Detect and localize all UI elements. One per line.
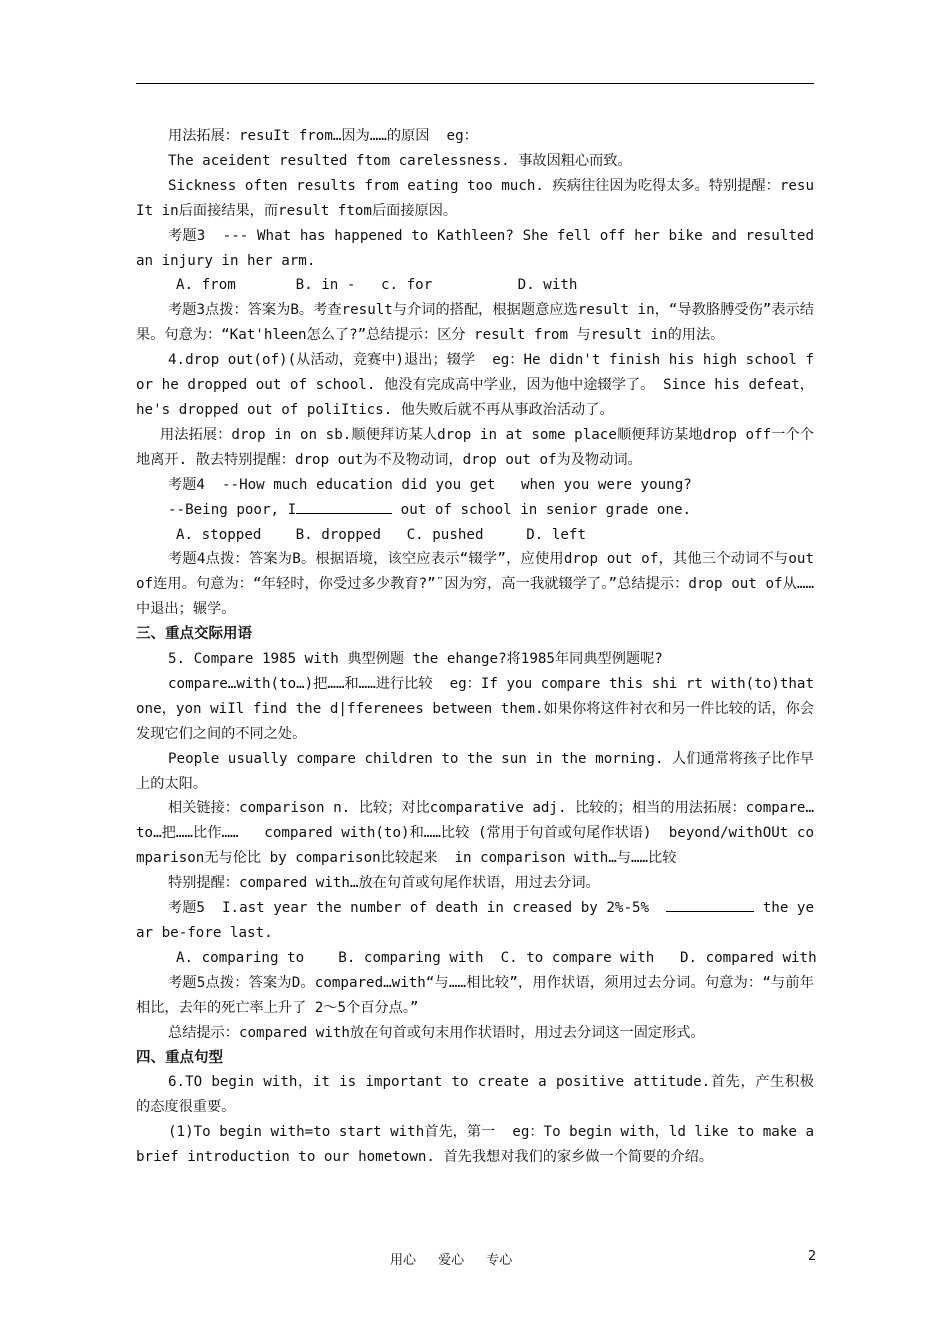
header-rule <box>136 83 814 84</box>
question-3: 考题3 --- What has happened to Kathleen? She fell off her bike and resulted an injury in her arm. <box>136 227 823 269</box>
question-5 <box>136 896 814 946</box>
question-4-blank <box>296 499 392 514</box>
question-3-explanation: 考题3点拨：答案为B。考查result与介词的搭配，根据题意应选result in，“导教胳膊受伤”表示结果。句意为：“Kat'hleen怎么了?”总结提示：区分 result from 与result in的用法。 <box>136 302 814 344</box>
paragraph-compare-children: People usually compare children to the sun in the morning. 人们通常将孩子比作早上的太阳。 <box>136 750 814 792</box>
item-5-title: 5. Compare 1985 with 典型例题 the ehange?将1985年同典型例题呢? <box>168 651 663 668</box>
question-5-start: 考题5 I.ast year the number of death in creased by 2%-5% <box>168 900 667 917</box>
paragraph-to-begin-with: (1)To begin with=to start with首先，第一 eg：To begin with，ld like to make a brief introduction to our hometown. 首先我想对我们的家乡做一个简要的介绍。 <box>136 1124 823 1166</box>
page-number: 2 <box>808 1249 817 1264</box>
question-4-answer-line <box>136 498 814 523</box>
question-5-end: the year be-fore last. <box>136 900 814 941</box>
question-4-line-end: out of school in senior grade one. <box>392 501 692 518</box>
paragraph-special-note: 特别提醒：compared with…放在句首或句尾作状语，用过去分词。 <box>168 875 600 892</box>
paragraph-example-sickness: Sickness often results from eating too much. 疾病往往因为吃得太多。特别提醒：resuIt in后面接结果，而result ftom后面接原因。 <box>136 177 814 219</box>
section-heading-4: 四、重点句型 <box>136 1049 223 1066</box>
footer-motto: 用心 爱心 专心 <box>390 1253 513 1268</box>
page-footer <box>0 1249 950 1269</box>
paragraph-summary: 总结提示：compared with放在句首或句末用作状语时，用过去分词这一固定形式。 <box>168 1024 705 1041</box>
question-5-options: A. comparing to B. comparing with C. to compare with D. compared with <box>176 949 817 966</box>
question-5-explanation: 考题5点拨：答案为D。compared…with“与……相比较”，用作状语，须用过去分词。句意为：“与前年相比，去年的死亡率上升了 2～5个百分点。” <box>136 974 814 1016</box>
paragraph-related-links: 相关链接：comparison n. 比较；对比comparative adj. 比较的；相当的用法拓展：compare…to…把……比作…… compared with(to)和……比较 (常用于句首或句尾作状语) beyond/withOUt comparison无与伦比 by comparison比较起来 in comparison with…与……比较 <box>136 800 814 867</box>
section-drop-out: 4.drop out(of)(从活动，竞赛中)退出；辍学 eg：He didn't finish his high school for he dropped out of school. 他没有完成高中学业，因为他中途辍学了。 Since his defeat，he's dropped out of poliItics. 他失败后就不再从事政治活动了。 <box>136 352 814 418</box>
question-3-options: A. from B. in - c. for D. with <box>176 277 578 294</box>
page-body <box>136 124 823 1170</box>
question-5-blank <box>666 897 754 912</box>
paragraph-compare-with: compare…with(to…)把……和……进行比较 eg：If you compare this shi rt with(to)that one，yon wiIl find the d|fferenees between them.如果你将这件衬衣和另一件比较的话，你会发现它们之间的不同之处。 <box>136 675 823 742</box>
question-4-options: A. stopped B. dropped C. pushed D. left <box>176 526 586 543</box>
question-4: 考题4 --How much education did you get when you were young? <box>168 476 692 493</box>
paragraph-drop-usage: 用法拓展：drop in on sb.顺便拜访某人drop in at some place顺便拜访某地drop off一个个地离开. 散去特别提醒：drop out为不及物动词，drop out of为及物动词。 <box>136 426 814 468</box>
section-heading-3: 三、重点交际用语 <box>136 626 252 643</box>
question-4-line-start: --Being poor, I <box>168 501 297 518</box>
paragraph-usage-extension: 用法拓展：resuIt from…因为……的原因 eg： <box>168 128 478 144</box>
item-6-title: 6.TO begin with，it is important to create a positive attitude.首先，产生积极的态度很重要。 <box>136 1074 814 1116</box>
paragraph-example-accident: The aceident resulted ftom carelessness. 事故因粗心而致。 <box>168 152 632 169</box>
question-4-explanation: 考题4点拨：答案为B。根据语境，该空应表示“辍学”，应使用drop out of，其他三个动词不与out of连用。句意为：“年轻时，你受过多少教育?”¨因为穷，高一我就辍学了。”总结提示：drop out of从……中退出；辗学。 <box>136 551 823 618</box>
